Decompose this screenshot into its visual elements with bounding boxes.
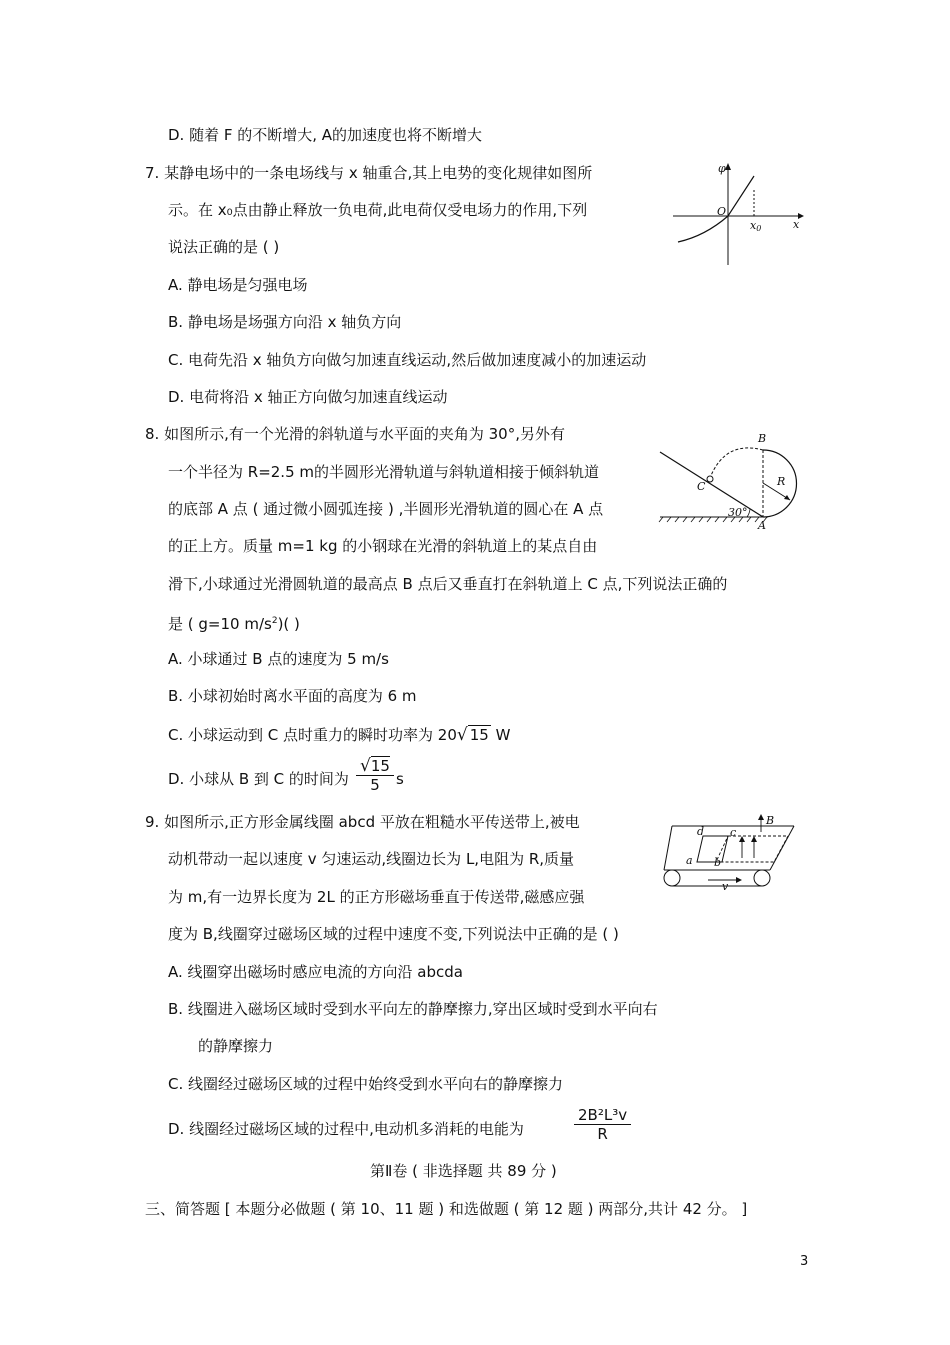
q8-option-d-fraction: $\frac{√15}{5}$: [356, 757, 394, 794]
q8-stem-line6: 是 ( g=10 $m/s^2$)( ): [168, 615, 300, 633]
q9-option-b-line1: B. 线圈进入磁场区域时受到水平向左的静摩擦力,穿出区域时受到水平向右: [168, 1000, 658, 1018]
velocity-label: v: [722, 880, 729, 893]
corner-b-label: b: [714, 856, 722, 869]
q8-stem-line1: 8. 如图所示,有一个光滑的斜轨道与水平面的夹角为 30°,另外有: [145, 425, 565, 443]
q9-stem-line4: 度为 B,线圈穿过磁场区域的过程中速度不变,下列说法中正确的是 ( ): [168, 925, 619, 943]
section-2-heading: 第Ⅱ卷 ( 非选择题 共 89 分 ): [370, 1162, 557, 1180]
q7-stem-line3: 说法正确的是 ( ): [168, 238, 280, 256]
phi-label: φ: [718, 162, 726, 175]
point-b-label: B: [758, 432, 767, 445]
q8-option-d-text: D. 小球从 B 到 C 的时间为: [168, 770, 349, 788]
q9-option-c: C. 线圈经过磁场区域的过程中始终受到水平向右的静摩擦力: [168, 1075, 564, 1093]
q9-stem-line3: 为 m,有一边界长度为 2L 的正方形磁场垂直于传送带,磁感应强: [168, 888, 585, 906]
q7-potential-graph: [670, 160, 805, 270]
q8-option-d-unit: s: [396, 770, 404, 788]
q9-conveyor-figure: [658, 812, 806, 892]
q8-option-c: C. 小球运动到 C 点时重力的瞬时功率为 20√ 15 W: [168, 725, 511, 745]
point-c-label: C: [697, 480, 706, 493]
q9-option-d-fraction: $\frac{\text{2B²L³v}}{R}$: [574, 1106, 631, 1143]
sqrt-symbol: √: [360, 756, 371, 776]
q7-option-b: B. 静电场是场强方向沿 x 轴负方向: [168, 313, 402, 331]
q9-option-b-line2: 的静摩擦力: [198, 1037, 274, 1055]
origin-label: O: [717, 205, 727, 218]
x-axis-label: x: [793, 218, 800, 231]
field-b-label: B: [766, 814, 775, 827]
q9-stem-line2: 动机带动一起以速度 v 匀速运动,线圈边长为 L,电阻为 R,质量: [168, 850, 575, 868]
angle-label: 30°: [728, 506, 748, 519]
corner-c-label: c: [730, 826, 737, 839]
q6-option-d: D. 随着 F 的不断增大, A的加速度也将不断增大: [168, 126, 483, 144]
q8-stem-line2: 一个半径为 R=2.5 m的半圆形光滑轨道与斜轨道相接于倾斜轨道: [168, 463, 599, 481]
q8-incline-figure: [655, 430, 805, 530]
q7-option-d: D. 电荷将沿 x 轴正方向做匀加速直线运动: [168, 388, 448, 406]
corner-a-label: a: [686, 854, 693, 867]
q9-option-d-text: D. 线圈经过磁场区域的过程中,电动机多消耗的电能为: [168, 1120, 524, 1138]
sqrt-symbol: √: [456, 725, 468, 745]
q8-stem-line3: 的底部 A 点 ( 通过微小圆弧连接 ) ,半圆形光滑轨道的圆心在 A 点: [168, 500, 604, 518]
x0-label: x0: [750, 219, 762, 233]
radius-label: R: [777, 475, 786, 488]
q9-stem-line1: 9. 如图所示,正方形金属线圈 abcd 平放在粗糙水平传送带上,被电: [145, 813, 580, 831]
q7-stem-line1: 7. 某静电场中的一条电场线与 x 轴重合,其上电势的变化规律如图所: [145, 164, 593, 182]
q7-stem-line2: 示。在 x₀点由静止释放一负电荷,此电荷仅受电场力的作用,下列: [168, 201, 588, 219]
q8-option-b: B. 小球初始时离水平面的高度为 6 m: [168, 687, 417, 705]
q9-option-a: A. 线圈穿出磁场时感应电流的方向沿 abcda: [168, 963, 463, 981]
q7-option-c: C. 电荷先沿 x 轴负方向做匀加速直线运动,然后做加速度减小的加速运动: [168, 351, 647, 369]
part-3-heading: 三、简答题 [ 本题分必做题 ( 第 10、11 题 ) 和选做题 ( 第 12 题 ) 两部分,共计 42 分。 ]: [145, 1200, 748, 1218]
q8-stem-line4: 的正上方。质量 m=1 kg 的小钢球在光滑的斜轨道上的某点自由: [168, 537, 598, 555]
page-number: 3: [800, 1254, 809, 1269]
point-a-label: A: [758, 519, 766, 532]
q7-option-a: A. 静电场是匀强电场: [168, 276, 308, 294]
corner-d-label: d: [697, 825, 705, 838]
q8-option-a: A. 小球通过 B 点的速度为 5 m/s: [168, 650, 389, 668]
q8-stem-line5: 滑下,小球通过光滑圆轨道的最高点 B 点后又垂直打在斜轨道上 C 点,下列说法正确的: [168, 575, 728, 593]
